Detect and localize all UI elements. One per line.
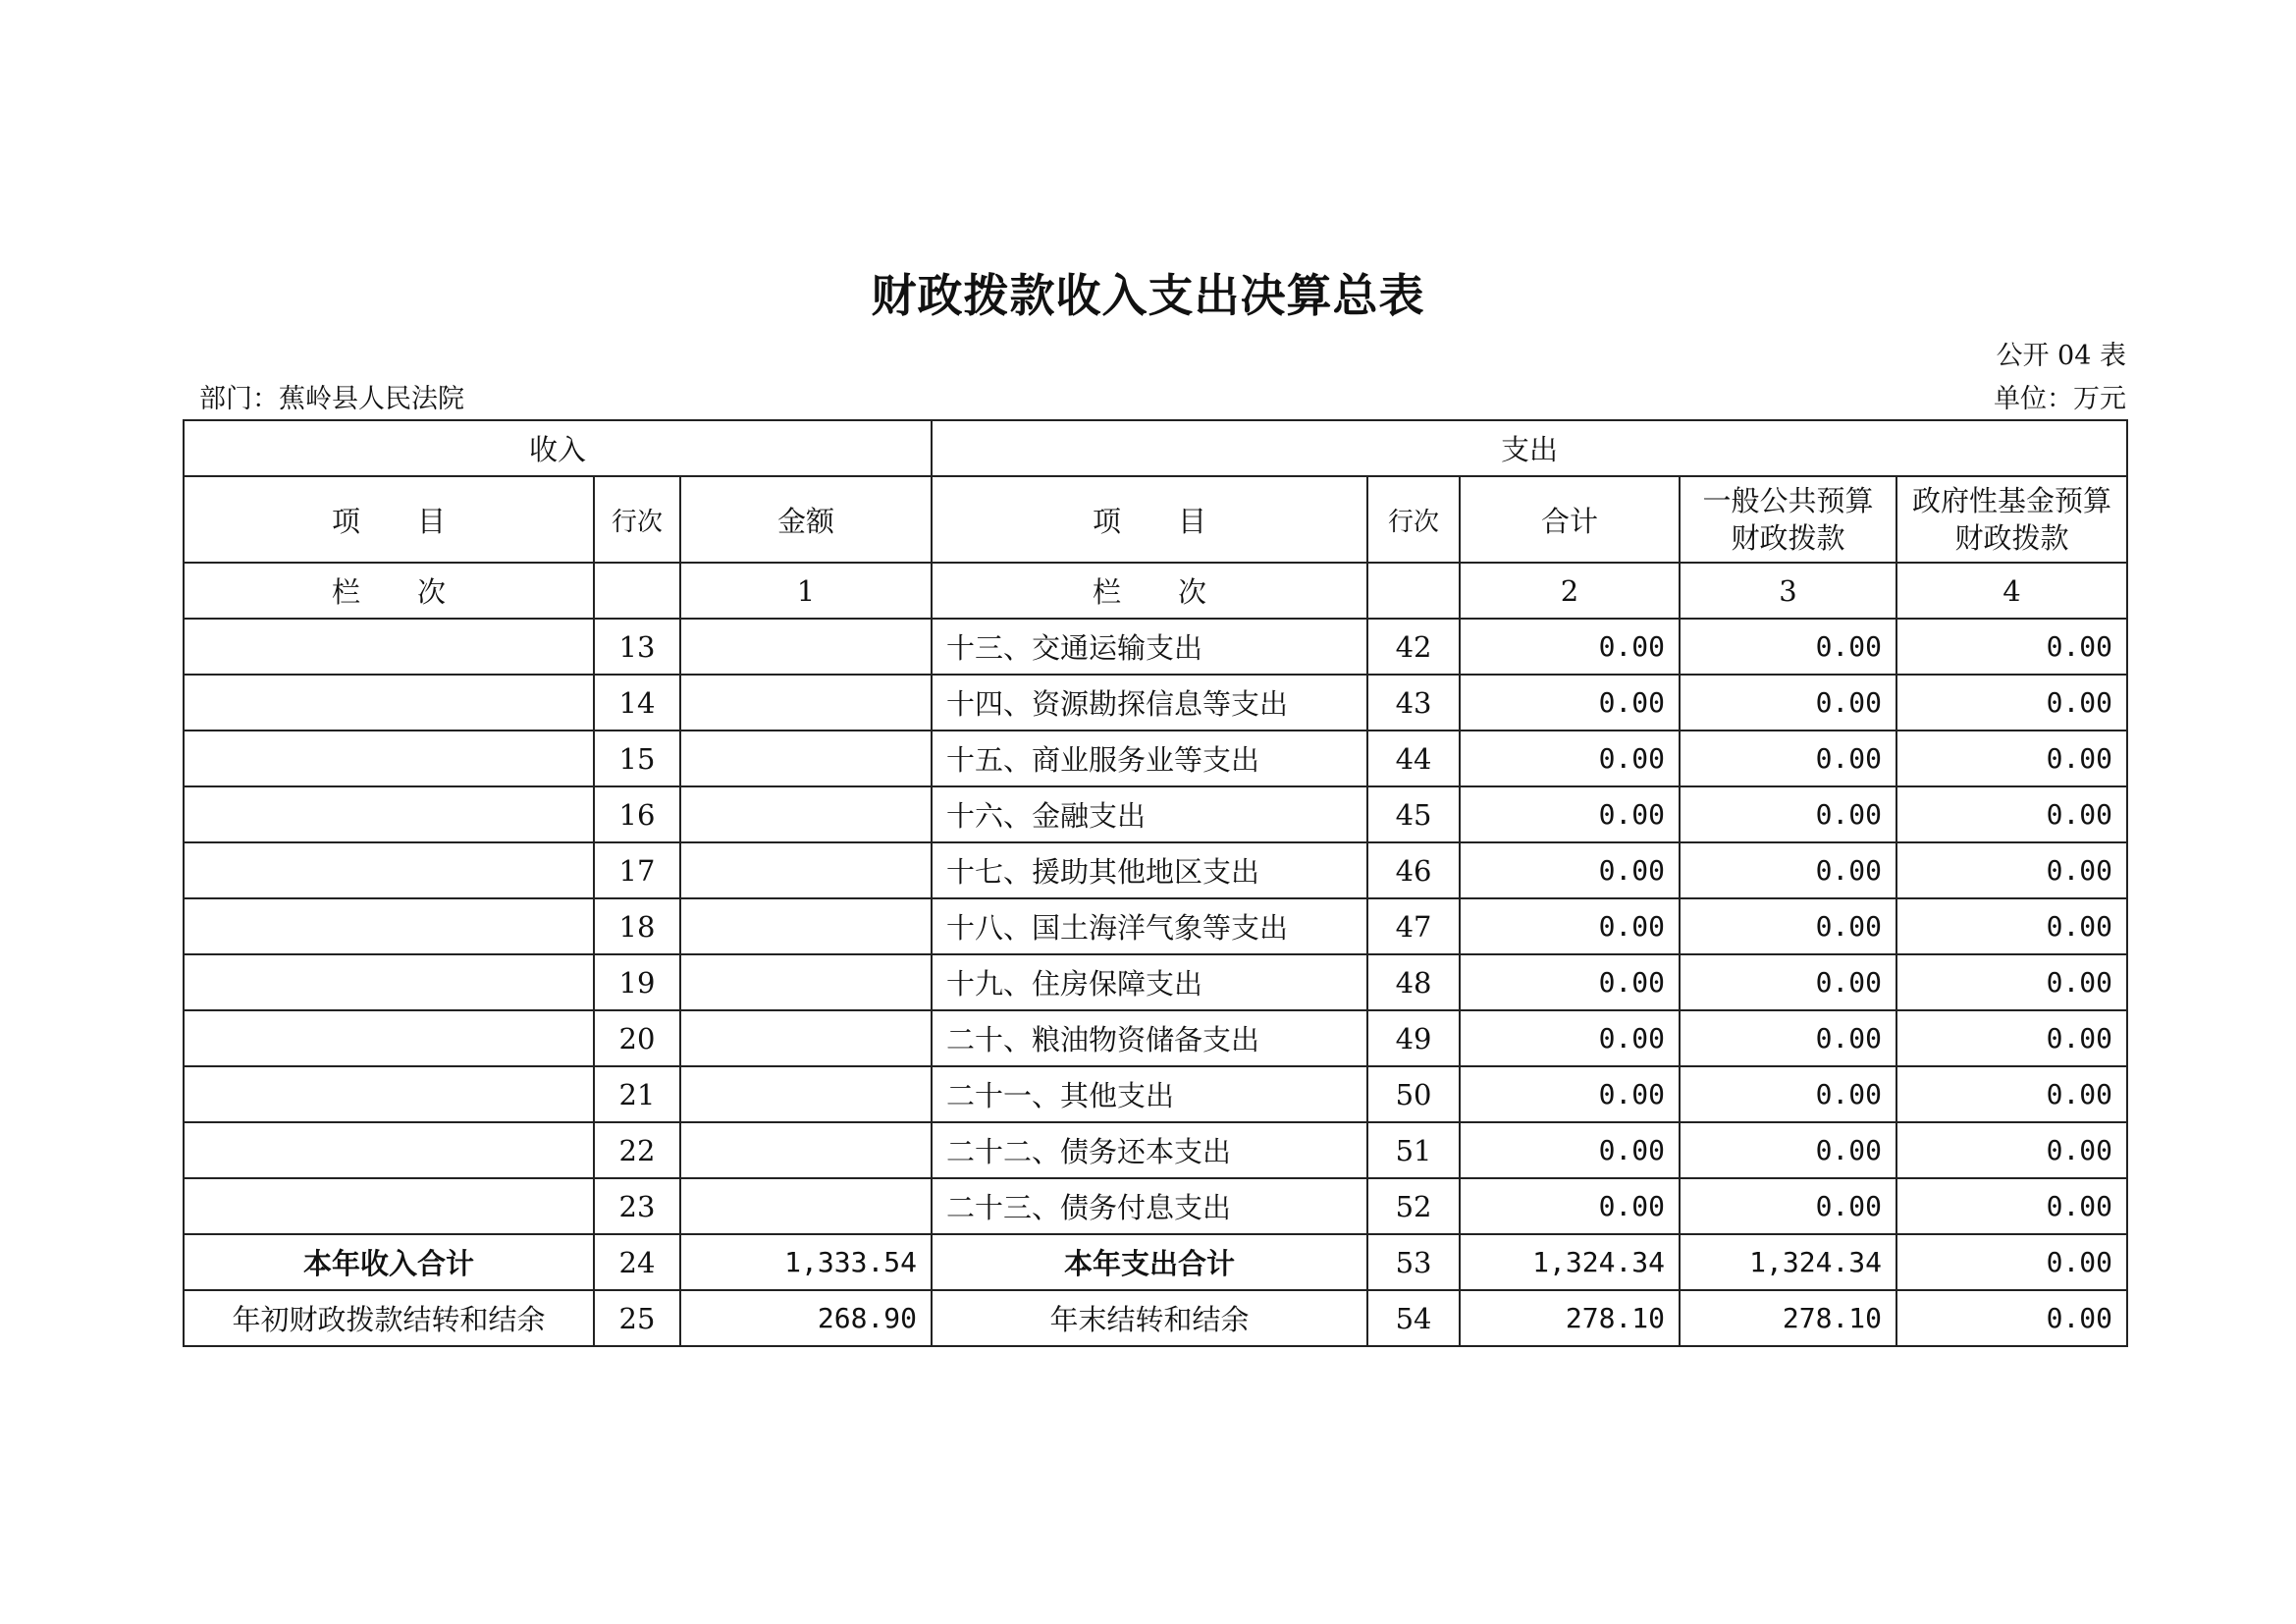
expense-item: 十五、商业服务业等支出 <box>932 731 1367 786</box>
header-row-columns <box>184 476 2127 563</box>
expense-general-budget: 0.00 <box>1680 842 1896 898</box>
income-section-header: 收入 <box>184 420 932 476</box>
expense-item: 十九、住房保障支出 <box>932 954 1367 1010</box>
income-col-blank <box>594 563 680 619</box>
totals-row <box>184 1234 2127 1290</box>
income-item <box>184 786 594 842</box>
expense-total: 0.00 <box>1460 619 1680 675</box>
income-item <box>184 675 594 731</box>
expense-general-budget: 0.00 <box>1680 954 1896 1010</box>
expense-col-blank <box>1367 563 1460 619</box>
expense-carryover-label: 年末结转和结余 <box>932 1290 1367 1346</box>
income-line-no: 20 <box>594 1010 680 1066</box>
expense-line-no: 49 <box>1367 1010 1460 1066</box>
table-row <box>184 1066 2127 1122</box>
expense-gov-fund: 0.00 <box>1896 1122 2127 1178</box>
expense-gov-fund: 0.00 <box>1896 786 2127 842</box>
income-item <box>184 1010 594 1066</box>
income-line-no: 23 <box>594 1178 680 1234</box>
expense-total: 0.00 <box>1460 731 1680 786</box>
unit-label: 单位：万元 <box>1994 384 2126 414</box>
table-row <box>184 619 2127 675</box>
expense-item-header: 项 目 <box>932 476 1367 563</box>
expense-total: 0.00 <box>1460 675 1680 731</box>
expense-total: 0.00 <box>1460 1066 1680 1122</box>
expense-total: 0.00 <box>1460 1122 1680 1178</box>
expense-carryover-fund: 0.00 <box>1896 1290 2127 1346</box>
income-total-line-no: 24 <box>594 1234 680 1290</box>
expense-general-budget: 0.00 <box>1680 731 1896 786</box>
expense-carryover-line-no: 54 <box>1367 1290 1460 1346</box>
table-row <box>184 786 2127 842</box>
expense-item: 二十三、债务付息支出 <box>932 1178 1367 1234</box>
department-label: 部门：蕉岭县人民法院 <box>199 384 464 414</box>
expense-gov-fund: 0.00 <box>1896 619 2127 675</box>
income-item <box>184 1066 594 1122</box>
income-total-amount: 1,333.54 <box>680 1234 932 1290</box>
income-item <box>184 842 594 898</box>
income-amount <box>680 898 932 954</box>
form-number: 公开 04 表 <box>1996 341 2126 371</box>
expense-total: 0.00 <box>1460 842 1680 898</box>
income-carryover-line-no: 25 <box>594 1290 680 1346</box>
income-item <box>184 1122 594 1178</box>
expense-line-no: 48 <box>1367 954 1460 1010</box>
income-line-no: 17 <box>594 842 680 898</box>
col-number-1: 1 <box>680 563 932 619</box>
expense-line-no: 42 <box>1367 619 1460 675</box>
expense-total-line-no: 53 <box>1367 1234 1460 1290</box>
expense-item: 十八、国土海洋气象等支出 <box>932 898 1367 954</box>
income-col-label: 栏 次 <box>184 563 594 619</box>
income-line-no: 16 <box>594 786 680 842</box>
expense-total-label: 本年支出合计 <box>932 1234 1367 1290</box>
expense-general-budget: 0.00 <box>1680 898 1896 954</box>
table-row <box>184 675 2127 731</box>
income-amount <box>680 619 932 675</box>
expense-item: 十六、金融支出 <box>932 786 1367 842</box>
income-line-no: 18 <box>594 898 680 954</box>
expense-item: 十三、交通运输支出 <box>932 619 1367 675</box>
expense-gov-fund: 0.00 <box>1896 1066 2127 1122</box>
income-line-no: 14 <box>594 675 680 731</box>
expense-line-no: 44 <box>1367 731 1460 786</box>
table-row <box>184 1122 2127 1178</box>
income-amount <box>680 1066 932 1122</box>
expense-general-budget: 0.00 <box>1680 619 1896 675</box>
expense-item: 十七、援助其他地区支出 <box>932 842 1367 898</box>
expense-general-budget: 0.00 <box>1680 786 1896 842</box>
table-row <box>184 731 2127 786</box>
col-number-3: 3 <box>1680 563 1896 619</box>
income-item <box>184 619 594 675</box>
table-row <box>184 954 2127 1010</box>
expense-carryover-total: 278.10 <box>1460 1290 1680 1346</box>
col-number-4: 4 <box>1896 563 2127 619</box>
gov-fund-header: 政府性基金预算财政拨款 <box>1896 476 2127 563</box>
table-row <box>184 898 2127 954</box>
expense-total-general: 1,324.34 <box>1680 1234 1896 1290</box>
expense-line-no: 52 <box>1367 1178 1460 1234</box>
expense-gov-fund: 0.00 <box>1896 675 2127 731</box>
income-item <box>184 731 594 786</box>
expense-total-header: 合计 <box>1460 476 1680 563</box>
table-row <box>184 1178 2127 1234</box>
income-line-no: 22 <box>594 1122 680 1178</box>
income-item <box>184 1178 594 1234</box>
expense-general-budget: 0.00 <box>1680 1010 1896 1066</box>
income-total-label: 本年收入合计 <box>184 1234 594 1290</box>
expense-general-budget: 0.00 <box>1680 1122 1896 1178</box>
income-amount <box>680 731 932 786</box>
expense-total: 0.00 <box>1460 1178 1680 1234</box>
income-item-header: 项 目 <box>184 476 594 563</box>
expense-general-budget: 0.00 <box>1680 1066 1896 1122</box>
table-row <box>184 842 2127 898</box>
general-budget-header: 一般公共预算财政拨款 <box>1680 476 1896 563</box>
expense-line-no: 51 <box>1367 1122 1460 1178</box>
expense-total: 0.00 <box>1460 786 1680 842</box>
expense-section-header: 支出 <box>932 420 2127 476</box>
income-item <box>184 898 594 954</box>
expense-carryover-general: 278.10 <box>1680 1290 1896 1346</box>
expense-line-no: 46 <box>1367 842 1460 898</box>
income-amount <box>680 786 932 842</box>
expense-item: 二十二、债务还本支出 <box>932 1122 1367 1178</box>
expense-line-no: 45 <box>1367 786 1460 842</box>
expense-general-budget: 0.00 <box>1680 675 1896 731</box>
income-amount <box>680 1122 932 1178</box>
income-carryover-amount: 268.90 <box>680 1290 932 1346</box>
report-title: 财政拨款收入支出决算总表 <box>871 269 1425 322</box>
expense-item: 二十、粮油物资储备支出 <box>932 1010 1367 1066</box>
income-amount <box>680 675 932 731</box>
expense-total-sum: 1,324.34 <box>1460 1234 1680 1290</box>
expense-gov-fund: 0.00 <box>1896 842 2127 898</box>
expense-col-label: 栏 次 <box>932 563 1367 619</box>
expense-total: 0.00 <box>1460 898 1680 954</box>
income-line-no: 19 <box>594 954 680 1010</box>
expense-gov-fund: 0.00 <box>1896 954 2127 1010</box>
table-row <box>184 1010 2127 1066</box>
expense-general-budget: 0.00 <box>1680 1178 1896 1234</box>
income-line-no: 13 <box>594 619 680 675</box>
income-line-no-header: 行次 <box>594 476 680 563</box>
expense-gov-fund: 0.00 <box>1896 898 2127 954</box>
col-number-2: 2 <box>1460 563 1680 619</box>
expense-total: 0.00 <box>1460 954 1680 1010</box>
income-amount <box>680 842 932 898</box>
expense-gov-fund: 0.00 <box>1896 731 2127 786</box>
income-line-no: 21 <box>594 1066 680 1122</box>
income-amount <box>680 1010 932 1066</box>
header-row-column-numbers <box>184 563 2127 619</box>
header-row-sections <box>184 420 2127 476</box>
expense-gov-fund: 0.00 <box>1896 1010 2127 1066</box>
income-amount <box>680 1178 932 1234</box>
income-amount <box>680 954 932 1010</box>
fiscal-summary-table <box>183 419 2128 1347</box>
expense-line-no-header: 行次 <box>1367 476 1460 563</box>
expense-total-fund: 0.00 <box>1896 1234 2127 1290</box>
income-item <box>184 954 594 1010</box>
expense-gov-fund: 0.00 <box>1896 1178 2127 1234</box>
carryover-row <box>184 1290 2127 1346</box>
expense-line-no: 43 <box>1367 675 1460 731</box>
expense-total: 0.00 <box>1460 1010 1680 1066</box>
expense-item: 十四、资源勘探信息等支出 <box>932 675 1367 731</box>
expense-item: 二十一、其他支出 <box>932 1066 1367 1122</box>
income-amount-header: 金额 <box>680 476 932 563</box>
expense-line-no: 50 <box>1367 1066 1460 1122</box>
income-line-no: 15 <box>594 731 680 786</box>
income-carryover-label: 年初财政拨款结转和结余 <box>184 1290 594 1346</box>
expense-line-no: 47 <box>1367 898 1460 954</box>
